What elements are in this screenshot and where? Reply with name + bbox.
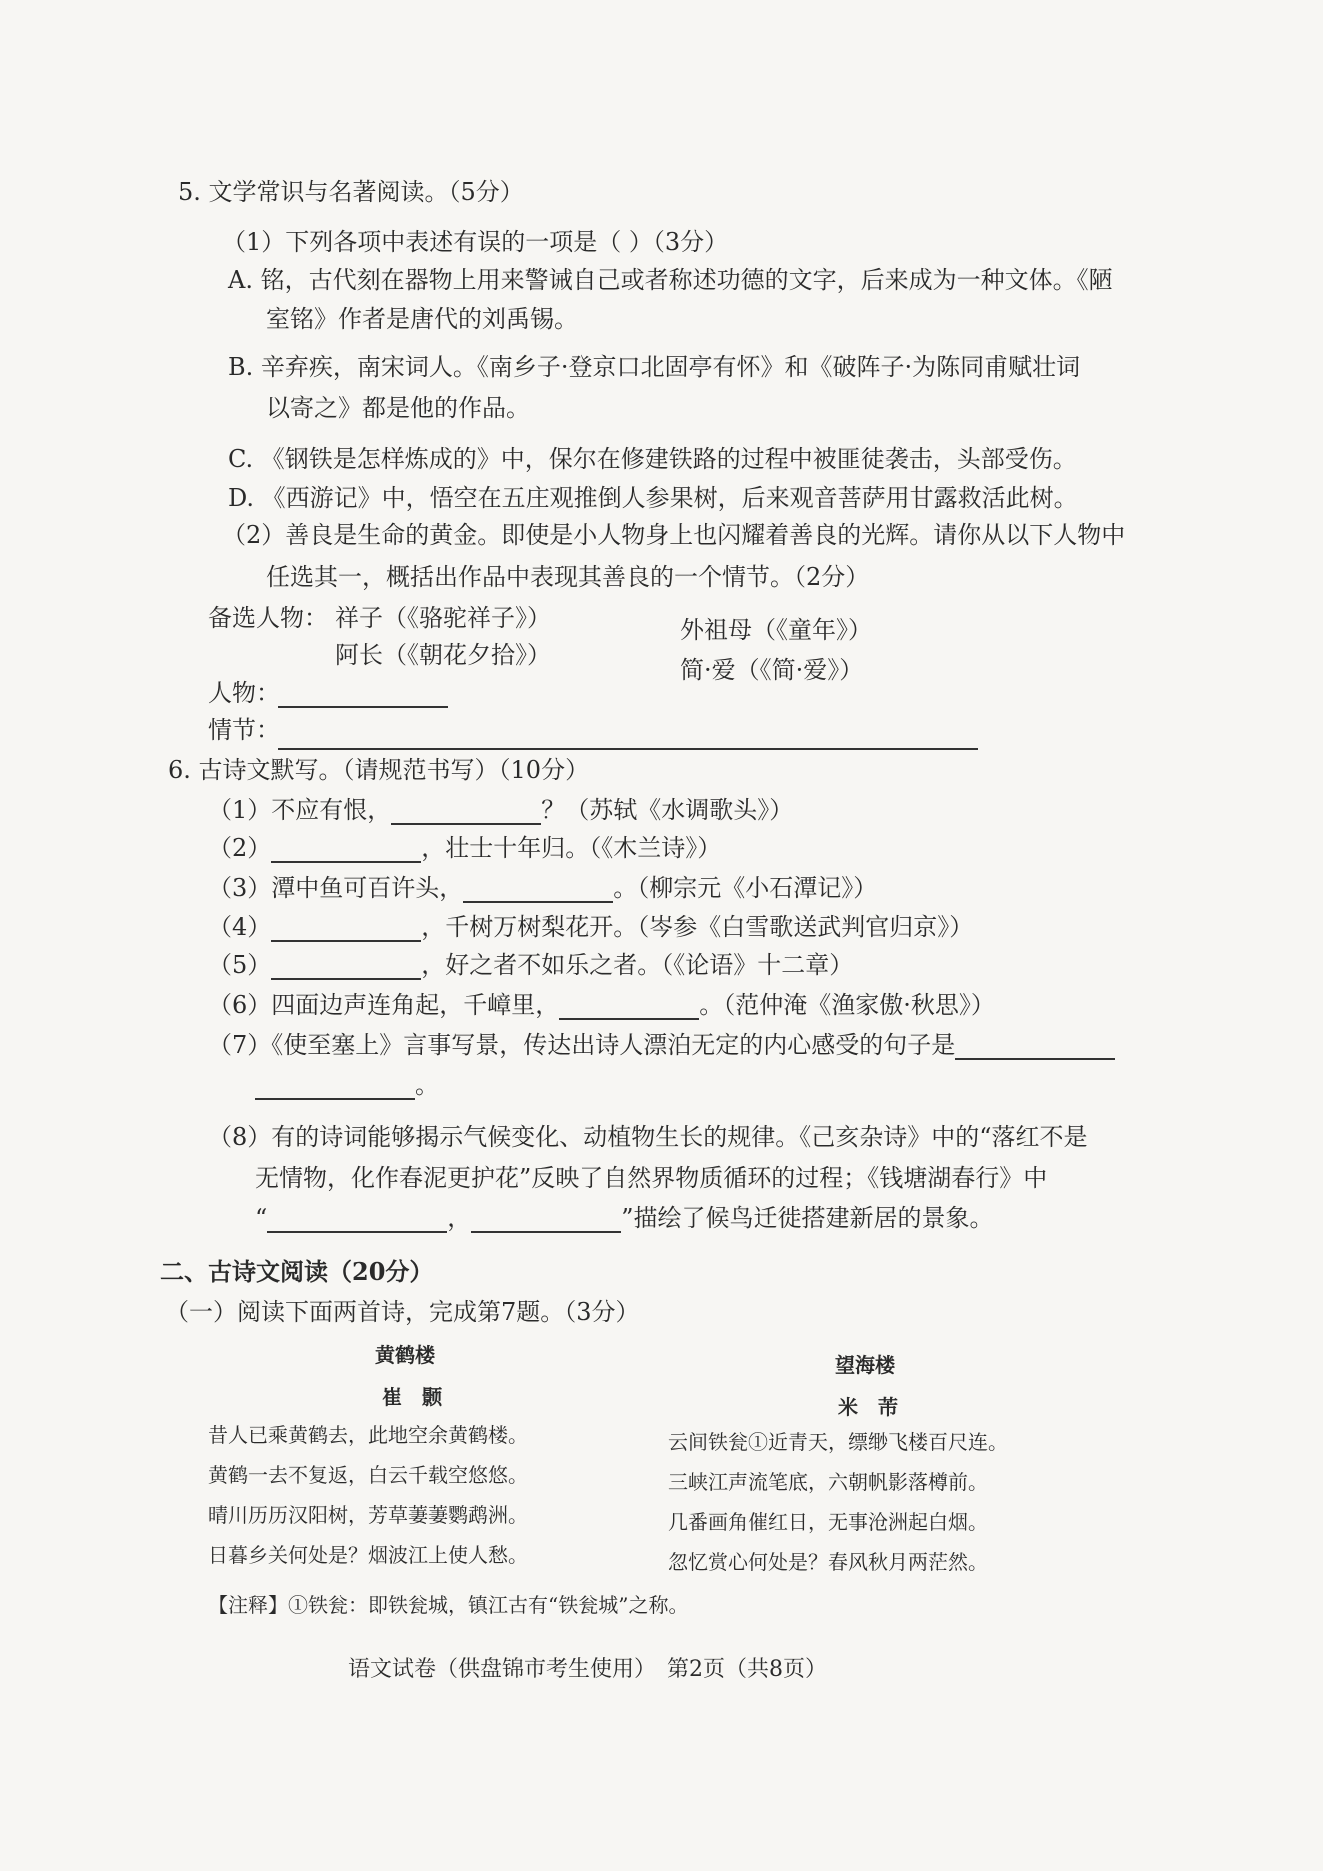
q6-item8-blank-a[interactable] xyxy=(267,1205,447,1233)
q5-sub1: （1）下列各项中表述有误的一项是（ ）（3分） xyxy=(222,228,729,256)
poem1-line: 日暮乡关何处是？烟波江上使人愁。 xyxy=(208,1543,528,1567)
q6-item2: （2） ，壮士十年归。（《木兰诗》） xyxy=(208,834,722,862)
q5-sub2-line1: （2）善良是生命的黄金。即使是小人物身上也闪耀着善良的光辉。请你从以下人物中 xyxy=(222,521,1126,549)
candidate-grandmother: 外祖母（《童年》） xyxy=(680,616,872,644)
q6-item1: （1）不应有恨， ？（苏轼《水调歌头》） xyxy=(208,796,794,824)
q6-item7-blank-b[interactable] xyxy=(255,1072,415,1100)
poem1-line: 晴川历历汉阳树，芳草萋萋鹦鹉洲。 xyxy=(208,1503,528,1527)
poem1-line: 昔人已乘黄鹤去，此地空余黄鹤楼。 xyxy=(208,1423,528,1447)
section2-intro: （一）阅读下面两首诗，完成第7题。（3分） xyxy=(165,1298,640,1326)
poem1-line: 黄鹤一去不复返，白云千载空悠悠。 xyxy=(208,1463,528,1487)
q5-title: 5. 文学常识与名著阅读。（5分） xyxy=(178,178,524,206)
q5-option-c: C. 《钢铁是怎样炼成的》中，保尔在修建铁路的过程中被匪徒袭击，头部受伤。 xyxy=(228,445,1077,473)
q5-option-d: D. 《西游记》中，悟空在五庄观推倒人参果树，后来观音菩萨用甘露救活此树。 xyxy=(228,484,1078,512)
q6-item8-line1: （8）有的诗词能够揭示气候变化、动植物生长的规律。《己亥杂诗》中的“落红不是 xyxy=(208,1123,1088,1151)
q6-item4-blank[interactable] xyxy=(271,914,421,942)
candidate-achang: 阿长（《朝花夕拾》） xyxy=(335,641,551,669)
q6-item2-blank[interactable] xyxy=(271,835,421,863)
candidate-jane-eyre: 简·爱（《简·爱》） xyxy=(680,656,864,684)
q5-option-b-line1: B. 辛弃疾，南宋词人。《南乡子·登京口北固亭有怀》和《破阵子·为陈同甫赋壮词 xyxy=(228,353,1081,381)
poem1-title: 黄鹤楼 xyxy=(375,1343,435,1367)
q6-title: 6. 古诗文默写。（请规范书写）（10分） xyxy=(168,756,590,784)
q5-option-b-line2: 以寄之》都是他的作品。 xyxy=(266,394,530,422)
q6-item7: （7）《使至塞上》言事写景，传达出诗人漂泊无定的内心感受的句子是 xyxy=(208,1030,1115,1060)
q6-item6-blank[interactable] xyxy=(559,992,699,1020)
poem-annotation: 【注释】①铁瓮：即铁瓮城，镇江古有“铁瓮城”之称。 xyxy=(208,1593,689,1617)
q6-item8-line2: 无情物，化作春泥更护花”反映了自然界物质循环的过程；《钱塘湖春行》中 xyxy=(255,1164,1048,1192)
q5-option-a-line1: A. 铭，古代刻在器物上用来警诫自己或者称述功德的文字，后来成为一种文体。《陋 xyxy=(228,266,1113,294)
poem2-author: 米 芾 xyxy=(838,1395,898,1419)
poem2-line: 云间铁瓮①近青天，缥缈飞楼百尺连。 xyxy=(668,1430,1008,1454)
poem2-line: 几番画角催红日，无事沧洲起白烟。 xyxy=(668,1510,988,1534)
poem2-title: 望海楼 xyxy=(835,1353,895,1377)
page-footer: 语文试卷（供盘锦市考生使用） 第2页（共8页） xyxy=(348,1657,827,1682)
poem2-line: 忽忆赏心何处是？春风秋月两茫然。 xyxy=(668,1550,988,1574)
candidates-label: 备选人物： xyxy=(208,604,328,632)
person-label: 人物： xyxy=(208,679,280,707)
q6-item6: （6）四面边声连角起，千嶂里， 。（范仲淹《渔家傲·秋思》） xyxy=(208,991,995,1019)
q5-option-a-line2: 室铭》作者是唐代的刘禹锡。 xyxy=(266,305,578,333)
candidate-xiangzi: 祥子（《骆驼祥子》） xyxy=(335,604,551,632)
q6-item4: （4） ，千树万树梨花开。（岑参《白雪歌送武判官归京》） xyxy=(208,913,974,941)
poem1-author: 崔 颢 xyxy=(382,1385,442,1409)
section2-title: 二、古诗文阅读（20分） xyxy=(160,1257,434,1286)
q6-item7-continued: 。 xyxy=(255,1070,439,1100)
q6-item7-blank-a[interactable] xyxy=(955,1032,1115,1060)
q6-item5: （5） ，好之者不如乐之者。（《论语》十二章） xyxy=(208,951,854,979)
q6-item5-blank[interactable] xyxy=(271,952,421,980)
q6-item1-blank[interactable] xyxy=(391,797,541,825)
q6-item3-blank[interactable] xyxy=(463,875,613,903)
plot-label: 情节： xyxy=(208,716,280,744)
q5-sub2-line2: 任选其一，概括出作品中表现其善良的一个情节。（2分） xyxy=(266,563,870,591)
plot-answer-blank[interactable] xyxy=(278,722,978,750)
q6-item3: （3）潭中鱼可百许头， 。（柳宗元《小石潭记》） xyxy=(208,874,878,902)
person-answer-blank[interactable] xyxy=(278,680,448,708)
q6-item8-line3: “ ， ”描绘了候鸟迁徙搭建新居的景象。 xyxy=(255,1204,994,1232)
q6-item8-blank-b[interactable] xyxy=(471,1205,621,1233)
poem2-line: 三峡江声流笔底，六朝帆影落樽前。 xyxy=(668,1470,988,1494)
